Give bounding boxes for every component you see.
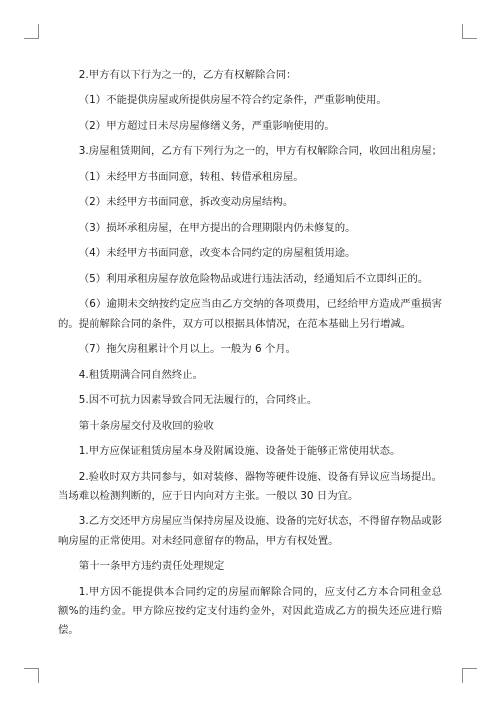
paragraph: 2.验收时双方共同参与，如对装修、器物等硬件设施、设备有异议应当场提出。当场难以检测判断的，应于日内向对方主张。一般以 30 日为宜。	[58, 470, 442, 502]
paragraph: 第十一条甲方违约责任处理规定	[78, 560, 225, 573]
paragraph: 1.甲方因不能提供本合同约定的房屋而解除合同的，应支付乙方本合同租金总额%的违约金。甲方除应按约定支付违约金外，对因此造成乙方的损失还应进行赔偿。	[58, 585, 442, 637]
paragraph: 5.因不可抗力因素导致合同无法履行的，合同终止。	[78, 394, 318, 407]
crop-mark-top-left	[24, 24, 39, 39]
crop-mark-bottom-right	[462, 668, 477, 683]
paragraph: （1）不能提供房屋或所提供房屋不符合约定条件，严重影响使用。	[78, 94, 387, 107]
paragraph: （2）甲方超过日未尽房屋修缮义务，严重影响使用的。	[78, 119, 335, 132]
paragraph: （6）逾期未交纳按约定应当由乙方交纳的各项费用，已经给甲方造成严重损害的。提前解除合同的条件，双方可以根据具体情况，在范本基础上另行增减。	[58, 298, 442, 330]
paragraph: （5）利用承租房屋存放危险物品或进行违法活动，经通知后不立即纠正的。	[78, 272, 429, 285]
paragraph: （2）未经甲方书面同意，拆改变动房屋结构。	[78, 196, 294, 209]
crop-mark-top-right	[462, 24, 477, 39]
document-body	[58, 66, 442, 647]
crop-mark-bottom-left	[24, 668, 39, 683]
paragraph: 1.甲方应保证租赁房屋本身及附属设施、设备处于能够正常使用状态。	[78, 445, 401, 458]
paragraph: 2.甲方有以下行为之一的，乙方有权解除合同：	[78, 69, 297, 81]
paragraph: （1）未经甲方书面同意，转租、转借承租房屋。	[78, 170, 304, 183]
paragraph: 3.房屋租赁期间，乙方有下列行为之一的，甲方有权解除合同，收回出租房屋；	[78, 145, 442, 158]
paragraph: 3.乙方交还甲方房屋应当保持房屋及设施、设备的完好状态，不得留存物品或影响房屋的正常使用。对未经同意留存的物品，甲方有权处置。	[58, 515, 442, 547]
paragraph: （3）损坏承租房屋，在甲方提出的合理期限内仍未修复的。	[78, 221, 356, 234]
paragraph: （7）拖欠房租累计个月以上。一般为 6 个月。	[78, 343, 297, 356]
paragraph: （4）未经甲方书面同意，改变本合同约定的房屋租赁用途。	[78, 247, 356, 260]
paragraph: 第十条房屋交付及收回的验收	[78, 419, 214, 432]
paragraph: 4.租赁期满合同自然终止。	[78, 368, 204, 381]
